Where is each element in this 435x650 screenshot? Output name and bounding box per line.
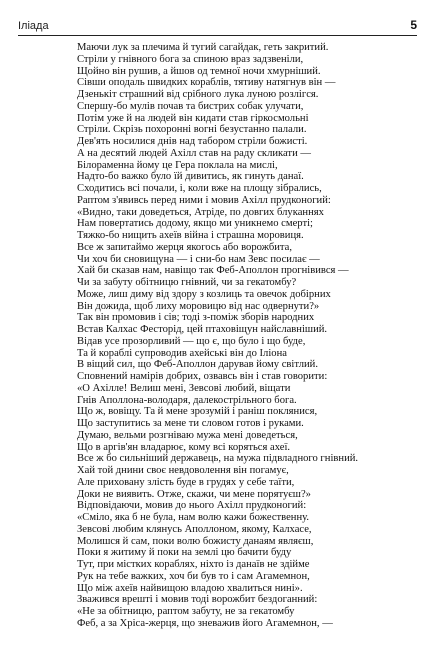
verse-line: Що в аргів'ян владарює, кому всі коряться ахеї. bbox=[77, 441, 291, 453]
verse-line: Гнів Аполлона-володаря, далекострільного бога. bbox=[77, 394, 297, 406]
verse-line: Але приховану злість буде в грудях у себе таїти, bbox=[77, 476, 295, 488]
verse-line: Дев'ять носилися днів над табором стріли божисті. bbox=[77, 136, 308, 147]
verse-line: Все ж запитаймо жерця якогось або ворожбита, bbox=[77, 241, 292, 253]
verse-line: «О Ахілле! Велиш мені, Зевсові любий, віщати bbox=[77, 382, 291, 394]
verse-line: Що ж, вовіщу. Та й мене зрозумій і раніш поклянися, bbox=[77, 406, 318, 418]
verse-line: Тут, при містких кораблях, ніхто із данаїв не здійме bbox=[77, 559, 310, 570]
verse-line: Хай би сказав нам, навіщо так Феб-Аполлон прогнівився — bbox=[77, 265, 349, 277]
verse-line: Відав усе прозорливий — що є, що було і що буде, bbox=[77, 335, 306, 347]
verse-line: Може, лиш диму від здору з козлиць та овечок добірних bbox=[77, 288, 331, 300]
verse-line: Хай той днини своє невдоволення він погамує, bbox=[77, 465, 289, 476]
verse-line: Відповідаючи, мовив до нього Ахілл прудконогий: bbox=[77, 500, 307, 512]
verse-line: Що між ахеїв найвищою владою хвалиться нині». bbox=[77, 582, 303, 594]
page-number: 5 bbox=[410, 18, 417, 32]
verse-line: Феб, а за Хріса-жерця, що зневажив його Агамемнон, — bbox=[77, 617, 333, 629]
verse-line: Думаю, вельми розгніваю мужа мені доведеться, bbox=[77, 429, 298, 441]
header-rule bbox=[18, 35, 417, 36]
verse-line: Стріли. Скрізь похоронні вогні безустанно палали. bbox=[77, 124, 307, 136]
verse-line: Так він промовив і сів; тоді з-поміж зборів народних bbox=[77, 312, 315, 324]
verse-line: Щойно він рушив, а йшов од темної ночи хмурніший. bbox=[77, 65, 321, 77]
verse-line: А на десятий людей Ахілл став на раду скликати — bbox=[77, 147, 311, 159]
verse-line: Поки я житиму й поки на землі цю бачити буду bbox=[77, 547, 292, 559]
verse-line: Сповнений намірів добрих, озвавсь він і став говорити: bbox=[77, 371, 328, 382]
poem-text bbox=[77, 42, 415, 630]
verse-line: «Сміло, яка б не була, нам волю кажи божественну. bbox=[77, 512, 310, 523]
verse-line: Тяжко-бо нищить ахеїв війна і страшна моровиця. bbox=[77, 230, 304, 241]
verse-line: Він дожида, щоб лиху моровицю від нас одвернути?» bbox=[77, 300, 320, 312]
verse-line: «Видно, таки доведеться, Атріде, по довгих блуканнях bbox=[77, 206, 324, 218]
verse-line: Зважився врешті і мовив тоді ворожбит бездоганний: bbox=[77, 594, 318, 606]
verse-line: Доки не виявить. Отже, скажи, чи мене порятуєш?» bbox=[77, 488, 311, 500]
verse-line: Дзенькіт страшний від срібного лука луною розлігся. bbox=[77, 89, 319, 100]
verse-line: Чи за забуту обітницю гнівний, чи за гекатомбу? bbox=[77, 277, 297, 288]
verse-line: Чи хоч би сновищуна — і сни-бо нам Зевс посилає — bbox=[77, 253, 320, 265]
verse-line: Маючи лук за плечима й тугий сагайдак, геть закритий. bbox=[77, 42, 329, 53]
verse-line: Нам повертатись додому, якщо ми уникнемо смерті; bbox=[77, 218, 313, 230]
verse-line: Сходитись всі почали, і, коли вже на площу зібрались, bbox=[77, 183, 322, 194]
verse-line: Зевсові любим клянусь Аполлоном, якому, Калхасе, bbox=[77, 523, 312, 535]
verse-line: В віщий сил, що Феб-Аполлон дарував йому світлий. bbox=[77, 359, 318, 371]
verse-line: Та й кораблі супроводив ахейські він до Іліона bbox=[77, 347, 287, 359]
verse-line: Що заступитись за мене ти словом готов і руками. bbox=[77, 418, 304, 429]
verse-line: Надто-бо важко було їй дивитись, як гинуть данаї. bbox=[77, 171, 304, 183]
verse-line: Молишся й сам, поки волю божисту данаям являєш, bbox=[77, 535, 314, 547]
verse-line: Встав Калхас Фесторід, цей птаховіщун найславніший. bbox=[77, 324, 328, 335]
verse-line: Спершу-бо мулів почав та бистрих собак улучати, bbox=[77, 100, 304, 112]
verse-line: Раптом з'явивсь перед ними і мовив Ахілл прудконогий: bbox=[77, 194, 331, 206]
verse-line: Сівши оподаль швидких кораблів, тятиву натягнув він — bbox=[77, 77, 336, 89]
verse-line: Рук на тебе важких, хоч би був то і сам Агамемнон, bbox=[77, 570, 310, 582]
running-title: Іліада bbox=[18, 20, 49, 32]
verse-line: «Не за обітницю, раптом забуту, не за гекатомбу bbox=[77, 606, 295, 617]
page-header bbox=[18, 16, 417, 32]
verse-line: Стріли у гнівного бога за спиною враз задзвеніли, bbox=[77, 53, 304, 65]
verse-line: Все ж бо сильніший державець, на мужа підвладного гнівний. bbox=[77, 453, 359, 465]
verse-line: Білораменна йому це Гера поклала на мислі, bbox=[77, 159, 278, 171]
verse-line: Потім уже й на людей він кидати став гіркосмольні bbox=[77, 112, 309, 124]
